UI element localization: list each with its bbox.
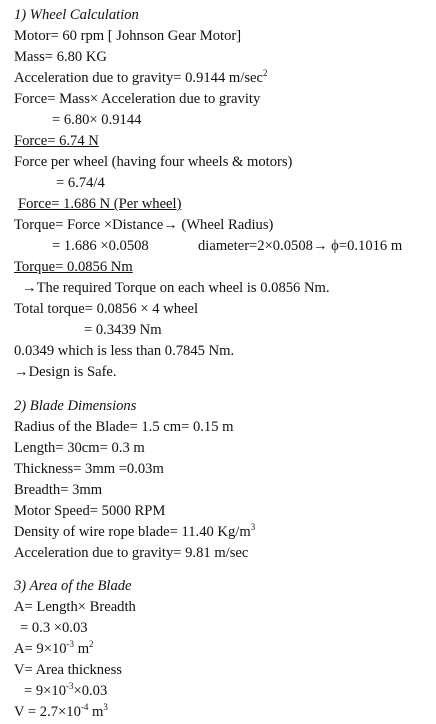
force-definition-line: Force= Mass× Acceleration due to gravity: [14, 91, 261, 107]
volume-calc-tail: ×0.03: [73, 683, 108, 699]
motor-speed-line: Motor Speed= 5000 RPM: [14, 503, 166, 519]
volume-result-exponent: -4: [80, 702, 89, 713]
area-result-line: [14, 640, 94, 658]
section-heading-area-of-blade: 3) Area of the Blade: [14, 578, 132, 594]
volume-definition-line: V= Area thickness: [14, 662, 122, 678]
force-result-line: Force= 6.74 N: [14, 133, 99, 149]
required-torque-line: →The required Torque on each wheel is 0.0856 Nm.: [22, 280, 330, 296]
blade-thickness-line: Thickness= 3mm =0.03m: [14, 461, 164, 477]
volume-calculation-line: [24, 682, 107, 700]
torque-substitution-line: = 1.686 ×0.0508: [52, 238, 149, 254]
blade-breadth-line: Breadth= 3mm: [14, 482, 103, 498]
total-torque-result-line: = 0.3439 Nm: [84, 322, 162, 338]
area-definition-line: A= Length× Breadth: [14, 599, 136, 615]
area-result-text: A= 9×10: [14, 641, 67, 657]
acceleration-text: Acceleration due to gravity= 0.9144 m/sec: [14, 70, 263, 86]
area-result-unit: m: [74, 641, 90, 657]
acceleration-exponent: 2: [262, 68, 268, 79]
area-result-exponent: -3: [66, 639, 75, 650]
mass-line: Mass= 6.80 KG: [14, 49, 107, 65]
volume-calc-exponent: -3: [66, 681, 74, 692]
volume-result-unit: m: [88, 704, 104, 720]
torque-result-line: Torque= 0.0856 Nm: [14, 259, 133, 275]
force-substitution-line: = 6.80× 0.9144: [52, 112, 142, 128]
blade-radius-line: Radius of the Blade= 1.5 cm= 0.15 m: [14, 419, 234, 435]
blade-length-line: Length= 30cm= 0.3 m: [14, 440, 145, 456]
motor-line: Motor= 60 rpm [ Johnson Gear Motor]: [14, 28, 242, 44]
torque-definition-line: Torque= Force ×Distance→ (Wheel Radius): [14, 217, 274, 233]
area-unit-exponent: 2: [89, 639, 94, 650]
density-exponent: 3: [250, 522, 256, 533]
volume-result-text: V = 2.7×10: [14, 704, 81, 720]
gravity-line: Acceleration due to gravity= 9.81 m/sec: [14, 545, 249, 561]
density-text: Density of wire rope blade= 11.40 Kg/m: [14, 524, 251, 540]
section-heading-wheel-calculation: 1) Wheel Calculation: [14, 7, 139, 23]
diameter-line: diameter=2×0.0508→ ϕ=0.1016 m: [198, 238, 403, 254]
density-line: [14, 523, 255, 541]
section-heading-blade-dimensions: 2) Blade Dimensions: [14, 398, 137, 414]
acceleration-line: [14, 69, 267, 87]
comparison-line: 0.0349 which is less than 0.7845 Nm.: [14, 343, 235, 359]
total-torque-line: Total torque= 0.0856 × 4 wheel: [14, 301, 199, 317]
per-wheel-calculation-line: = 6.74/4: [56, 175, 105, 191]
volume-unit-exponent: 3: [103, 702, 108, 713]
volume-calc-text: = 9×10: [24, 683, 66, 699]
force-per-wheel-line: Force per wheel (having four wheels & motors): [14, 154, 293, 170]
per-wheel-force-result-line: Force= 1.686 N (Per wheel): [18, 196, 182, 212]
area-calculation-line: = 0.3 ×0.03: [20, 620, 88, 636]
design-safe-line: →Design is Safe.: [14, 364, 117, 380]
volume-result-line: [14, 703, 108, 721]
